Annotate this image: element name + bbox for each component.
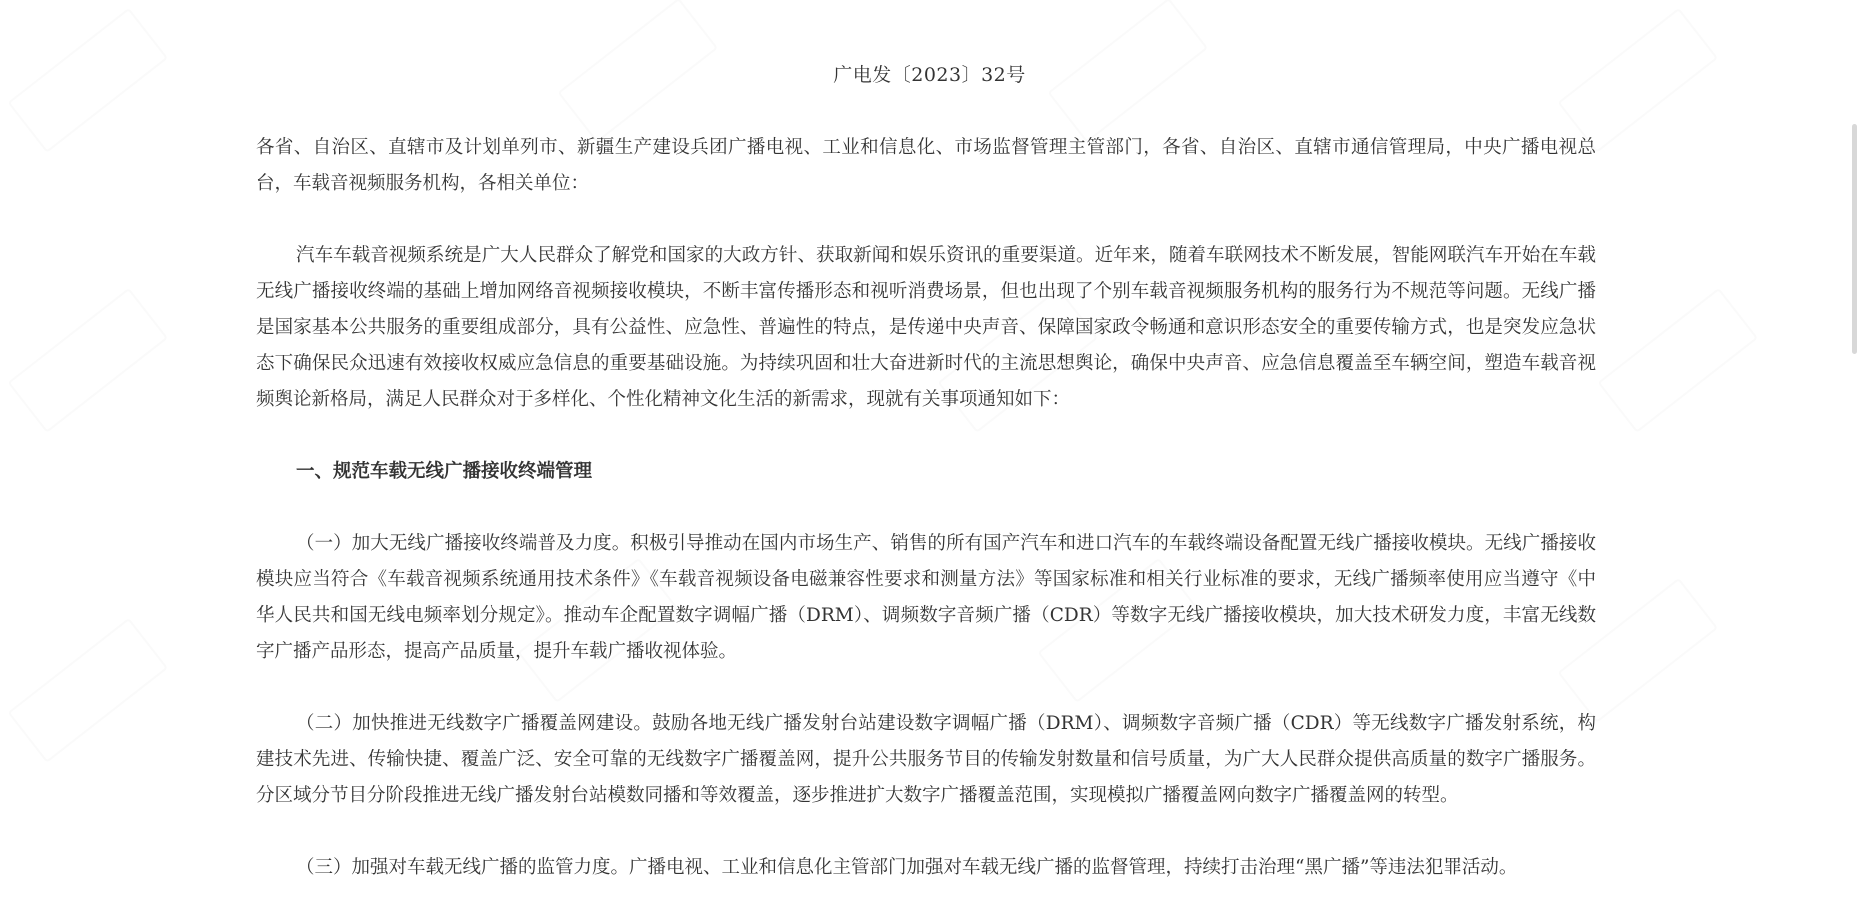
vertical-scrollbar[interactable] — [1850, 0, 1859, 900]
salutation-paragraph: 各省、自治区、直辖市及计划单列市、新疆生产建设兵团广播电视、工业和信息化、市场监督管理主管部门，各省、自治区、直辖市通信管理局，中央广播电视总台，车载音视频服务机构，各相关单位： — [256, 137, 1596, 194]
document-number: 广电发〔2023〕32号 — [833, 64, 1026, 86]
intro-paragraph: 汽车车载音视频系统是广大人民群众了解党和国家的大政方针、获取新闻和娱乐资讯的重要渠道。近年来，随着车联网技术不断发展，智能网联汽车开始在车载无线广播接收终端的基础上增加网络音视频接收模块，不断丰富传播形态和视听消费场景，但也出现了个别车载音视频服务机构的服务行为不规范等问题。无线广播是国家基本公共服务的重要组成部分，具有公益性、应急性、普遍性的特点，是传递中央声音、保障国家政令畅通和意识形态安全的重要传输方式，也是突发应急状态下确保民众迅速有效接收权威应急信息的重要基础设施。为持续巩固和壮大奋进新时代的主流思想舆论，确保中央声音、应急信息覆盖至车辆空间，塑造车载音视频舆论新格局，满足人民群众对于多样化、个性化精神文化生活的新需求，现就有关事项通知如下： — [256, 245, 1596, 410]
document-body — [256, 130, 1596, 886]
item-paragraph-2: （二）加快推进无线数字广播覆盖网建设。鼓励各地无线广播发射台站建设数字调幅广播（DRM）、调频数字音频广播（CDR）等无线数字广播发射系统，构建技术先进、传输快捷、覆盖广泛、安全可靠的无线数字广播覆盖网，提升公共服务节目的传输发射数量和信号质量，为广大人民群众提供高质量的数字广播服务。分区域分节目分阶段推进无线广播发射台站模数同播和等效覆盖，逐步推进扩大数字广播覆盖范围，实现模拟广播覆盖网向数字广播覆盖网的转型。 — [256, 713, 1596, 806]
watermark-stamp — [7, 620, 162, 760]
section-heading: 一、规范车载无线广播接收终端管理 — [296, 461, 593, 482]
item-paragraph-3: （三）加强对车载无线广播的监管力度。广播电视、工业和信息化主管部门加强对车载无线广播的监督管理，持续打击治理“黑广播”等违法犯罪活动。 — [296, 857, 1518, 878]
item-paragraph-1: （一）加大无线广播接收终端普及力度。积极引导推动在国内市场生产、销售的所有国产汽车和进口汽车的车载终端设备配置无线广播接收模块。无线广播接收模块应当符合《车载音视频系统通用技术条件》《车载音视频设备电磁兼容性要求和测量方法》等国家标准和相关行业标准的要求，无线广播频率使用应当遵守《中华人民共和国无线电频率划分规定》。推动车企配置数字调幅广播（DRM）、调频数字音频广播（CDR）等数字无线广播接收模块，加大技术研发力度，丰富无线数字广播产品形态，提高产品质量，提升车载广播收视体验。 — [256, 533, 1596, 662]
watermark-stamp — [7, 290, 162, 430]
watermark-stamp — [1597, 290, 1752, 430]
scrollbar-thumb[interactable] — [1852, 124, 1857, 354]
